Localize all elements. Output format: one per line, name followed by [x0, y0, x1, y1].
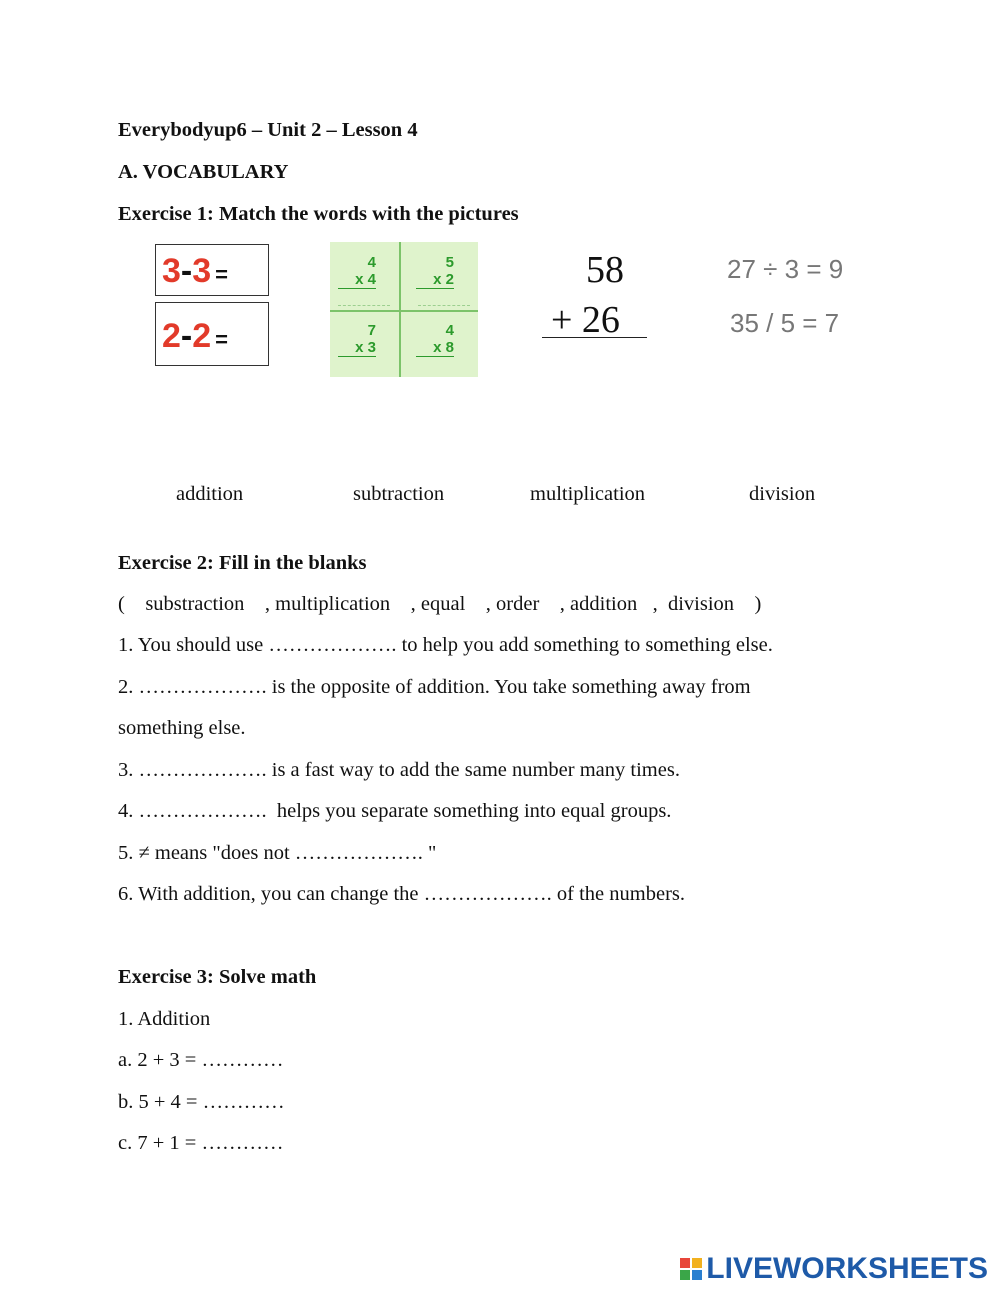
word-division: division — [749, 483, 816, 505]
exercise-3-subtitle: 1. Addition — [118, 1008, 211, 1030]
exercise-3-title: Exercise 3: Solve math — [118, 966, 317, 988]
subtraction-card — [155, 244, 269, 296]
multiplication-cell: 4 x 8 — [416, 322, 454, 357]
card-number: 2 — [192, 317, 212, 355]
math-item[interactable]: b. 5 + 4 = ………… — [118, 1091, 285, 1113]
addend-top: 58 — [586, 249, 624, 291]
word-bank: ( substraction , multiplication , equal , order , addition , division ) — [118, 593, 762, 615]
multiplication-cell: 7 x 3 — [338, 322, 376, 357]
exercise-2-title: Exercise 2: Fill in the blanks — [118, 552, 367, 574]
card-equals: = — [215, 327, 229, 352]
fill-blank-item[interactable]: 1. You should use ………………. to help you add something to something else. — [118, 634, 773, 656]
exercise-1-title: Exercise 1: Match the words with the pictures — [118, 203, 519, 225]
card-number: 3 — [162, 252, 181, 290]
subtraction-card — [155, 302, 269, 366]
addend-bottom: + 26 — [551, 299, 620, 341]
math-item[interactable]: a. 2 + 3 = ………… — [118, 1049, 284, 1071]
multiplication-cell: 5 x 2 — [416, 254, 454, 289]
fill-blank-item[interactable]: 5. ≠ means "does not ………………. " — [118, 842, 437, 864]
logo-text: LIVEWORKSHEETS — [706, 1252, 988, 1285]
multiplication-picture — [330, 242, 478, 377]
fill-blank-item[interactable]: 6. With addition, you can change the ………………. of the numbers. — [118, 883, 685, 905]
multiplication-cell: 4 x 4 — [338, 254, 376, 289]
card-number: 3 — [192, 252, 212, 290]
word-subtraction: subtraction — [353, 483, 445, 505]
section-heading: A. VOCABULARY — [118, 161, 289, 183]
fill-blank-item-continued: something else. — [118, 717, 246, 739]
card-equals: = — [215, 262, 229, 287]
fill-blank-item[interactable]: 4. ………………. helps you separate something into equal groups. — [118, 800, 672, 822]
logo-block — [692, 1270, 702, 1280]
worksheet-title: Everybodyup6 – Unit 2 – Lesson 4 — [118, 119, 418, 141]
fill-blank-item[interactable]: 3. ………………. is a fast way to add the same number many times. — [118, 759, 680, 781]
card-operator: - — [180, 317, 193, 355]
logo-block — [680, 1258, 690, 1268]
liveworksheets-logo — [680, 1254, 988, 1284]
division-equation: 27 ÷ 3 = 9 — [727, 254, 844, 284]
card-number: 2 — [162, 317, 181, 355]
logo-block — [680, 1270, 690, 1280]
logo-blocks-icon — [680, 1258, 702, 1280]
logo-block — [692, 1258, 702, 1268]
division-equation: 35 / 5 = 7 — [730, 308, 840, 338]
fill-blank-item[interactable]: 2. ………………. is the opposite of addition. You take something away from — [118, 676, 751, 698]
card-operator: - — [180, 252, 193, 290]
math-item[interactable]: c. 7 + 1 = ………… — [118, 1132, 284, 1154]
word-multiplication: multiplication — [530, 483, 646, 505]
word-addition: addition — [176, 483, 244, 505]
sum-line — [542, 337, 647, 338]
